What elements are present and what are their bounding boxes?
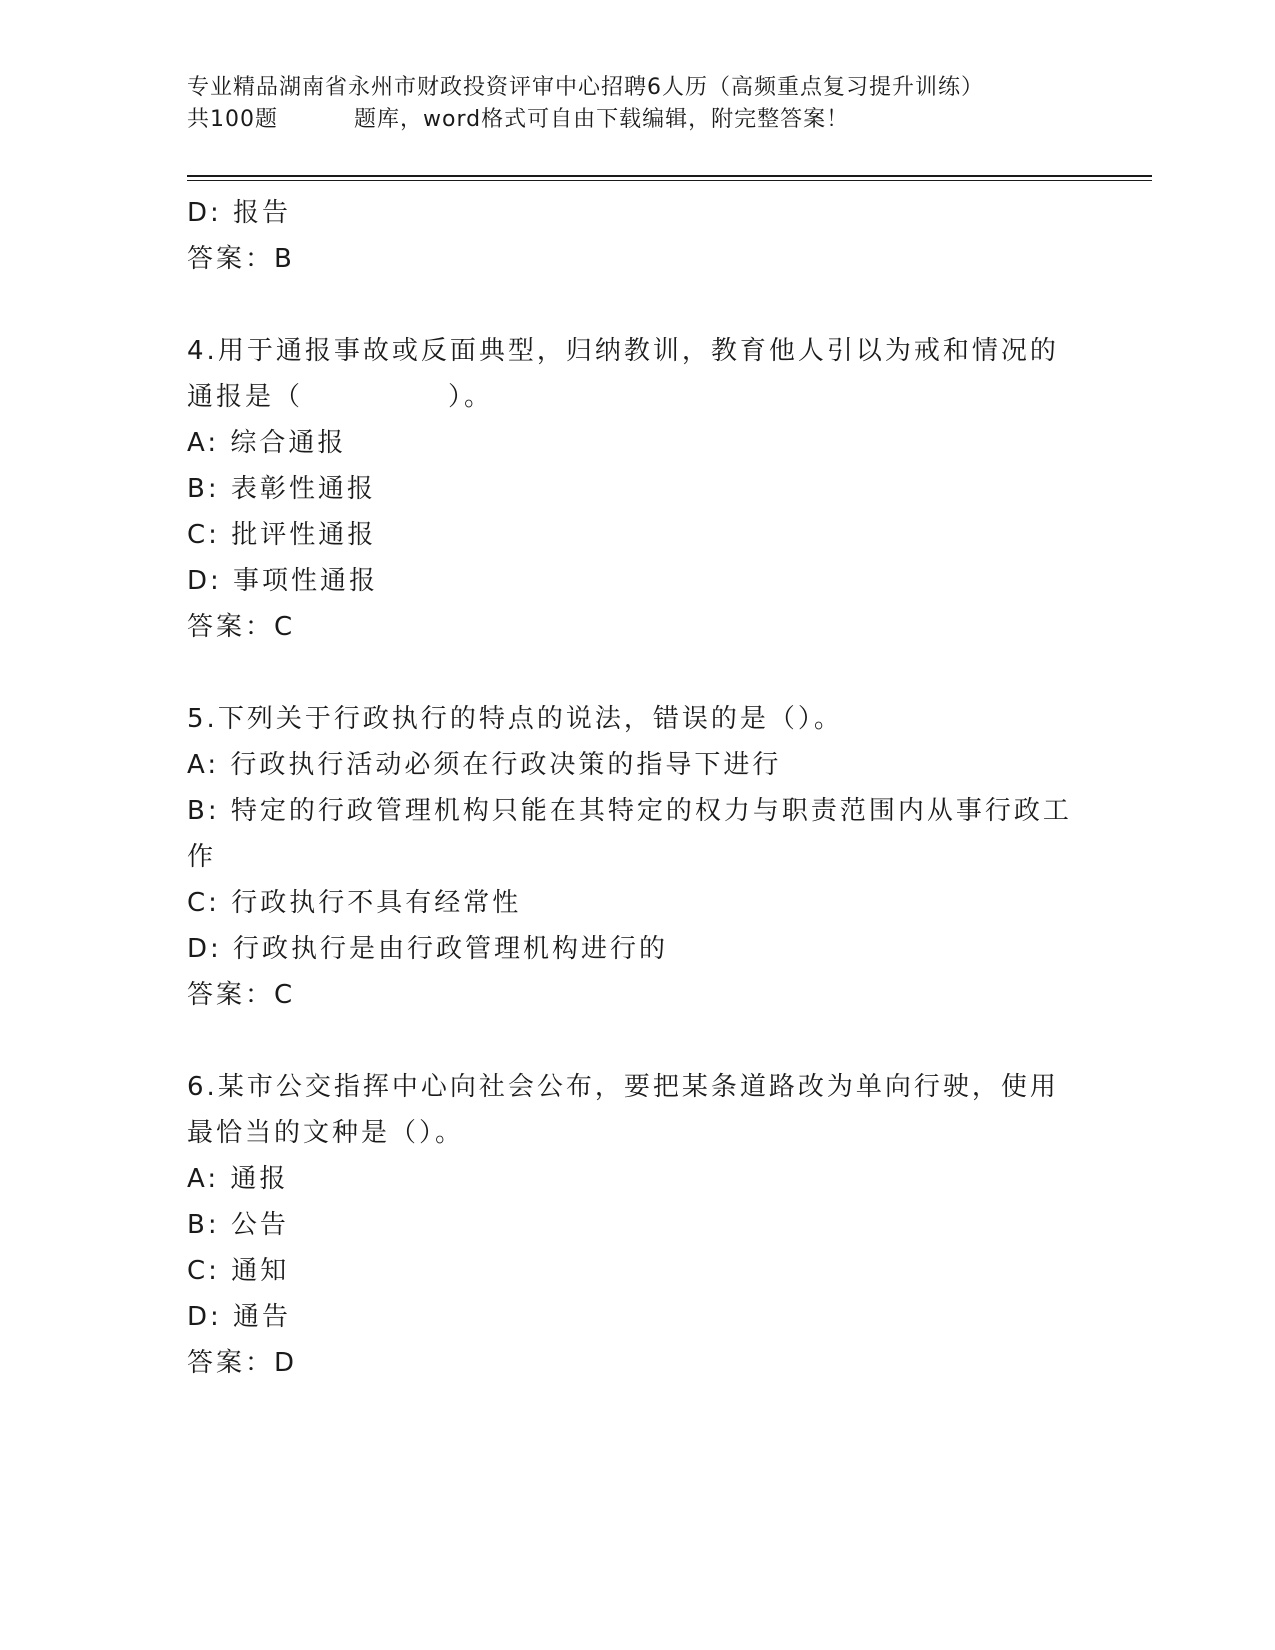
question-5 bbox=[187, 696, 1087, 1018]
option-b bbox=[187, 788, 1087, 834]
option-text: 报告 bbox=[233, 198, 292, 228]
option-label: D: bbox=[187, 198, 222, 228]
header-subtitle-line bbox=[187, 104, 1087, 136]
question-stem bbox=[187, 328, 1087, 420]
question-text-line: 某市公交指挥中心向社会公布，要把某条道路改为单向行驶，使用 bbox=[217, 1072, 1059, 1102]
option-label: A: bbox=[187, 1164, 220, 1194]
option-label: B: bbox=[187, 474, 220, 504]
option-label: C: bbox=[187, 1256, 220, 1286]
option-text: 批评性通报 bbox=[231, 520, 377, 550]
option-b bbox=[187, 1202, 1087, 1248]
question-stem bbox=[187, 696, 1087, 742]
option-b-continuation: 作 bbox=[187, 842, 217, 872]
option-d bbox=[187, 1294, 1087, 1340]
option-d bbox=[187, 926, 1087, 972]
question-6 bbox=[187, 1064, 1087, 1386]
header-rule-thin bbox=[187, 180, 1152, 181]
option-d bbox=[187, 558, 1087, 604]
question-stem bbox=[187, 1064, 1087, 1156]
option-label: A: bbox=[187, 428, 220, 458]
question-text-line: 下列关于行政执行的特点的说法，错误的是（）。 bbox=[217, 704, 843, 734]
answer-line: 答案：C bbox=[187, 612, 296, 642]
option-label: A: bbox=[187, 750, 220, 780]
option-label: C: bbox=[187, 888, 220, 918]
question-number: 5. bbox=[187, 704, 218, 734]
option-c bbox=[187, 512, 1087, 558]
option-text: 行政执行不具有经常性 bbox=[231, 888, 522, 918]
answer-line: 答案：B bbox=[187, 244, 295, 274]
page-header bbox=[187, 72, 1087, 136]
option-label: D: bbox=[187, 566, 222, 596]
option-text: 行政执行是由行政管理机构进行的 bbox=[233, 934, 669, 964]
question-number: 4. bbox=[187, 336, 218, 366]
question-text-line: 通报是（ ）。 bbox=[187, 382, 494, 412]
header-rule-thick bbox=[187, 175, 1152, 177]
option-label: D: bbox=[187, 934, 222, 964]
header-question-count: 共100题 bbox=[187, 107, 278, 132]
question-number: 6. bbox=[187, 1072, 218, 1102]
option-text: 行政执行活动必须在行政决策的指导下进行 bbox=[230, 750, 782, 780]
header-description: 题库，word格式可自由下载编辑，附完整答案！ bbox=[354, 107, 850, 132]
option-label: B: bbox=[187, 1210, 220, 1240]
option-a bbox=[187, 420, 1087, 466]
option-a bbox=[187, 742, 1087, 788]
option-c bbox=[187, 880, 1087, 926]
option-a bbox=[187, 1156, 1087, 1202]
question-content bbox=[187, 190, 1087, 1386]
option-c bbox=[187, 1248, 1087, 1294]
header-title-line: 专业精品湖南省永州市财政投资评审中心招聘6人历（高频重点复习提升训练） bbox=[187, 75, 984, 100]
option-b bbox=[187, 466, 1087, 512]
option-text: 综合通报 bbox=[230, 428, 347, 458]
option-d bbox=[187, 190, 1087, 236]
answer-line: 答案：D bbox=[187, 1348, 298, 1378]
option-text: 特定的行政管理机构只能在其特定的权力与职责范围内从事行政工 bbox=[230, 796, 1072, 826]
option-label: C: bbox=[187, 520, 220, 550]
option-text: 事项性通报 bbox=[233, 566, 379, 596]
option-text: 表彰性通报 bbox=[230, 474, 376, 504]
question-text-line: 最恰当的文种是（）。 bbox=[187, 1118, 465, 1148]
option-text: 公告 bbox=[230, 1210, 289, 1240]
option-text: 通报 bbox=[230, 1164, 289, 1194]
option-text: 通告 bbox=[233, 1302, 292, 1332]
option-label: B: bbox=[187, 796, 220, 826]
question-text-line: 用于通报事故或反面典型，归纳教训，教育他人引以为戒和情况的 bbox=[217, 336, 1059, 366]
option-text: 通知 bbox=[231, 1256, 290, 1286]
question-4 bbox=[187, 328, 1087, 650]
answer-line: 答案：C bbox=[187, 980, 296, 1010]
question-block-continued bbox=[187, 190, 1087, 282]
option-label: D: bbox=[187, 1302, 222, 1332]
